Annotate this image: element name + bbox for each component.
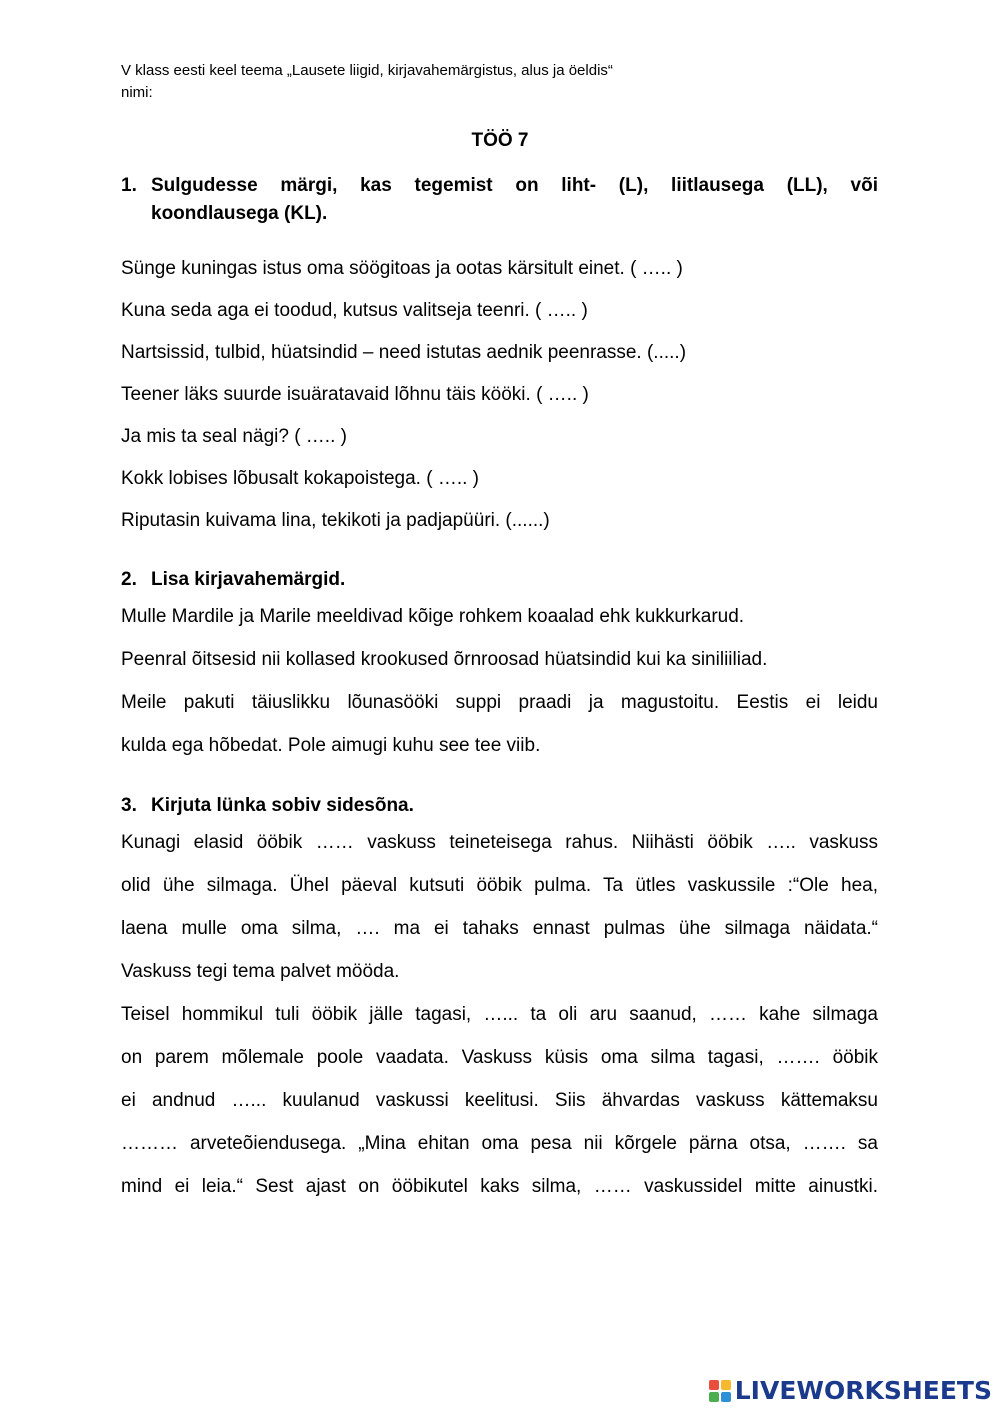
logo-square-icon (721, 1392, 731, 1402)
text-line[interactable]: ei andnud …... kuulanud vaskussi keelitusi. Siis ähvardas vaskuss kättemaksu (121, 1090, 878, 1111)
section-3-text (121, 830, 878, 1217)
liveworksheets-logo (709, 1376, 992, 1405)
sentence-item[interactable]: Sünge kuningas istus oma söögitoas ja ootas kärsitult einet. ( ….. ) (121, 258, 683, 279)
text-line[interactable]: kulda ega hõbedat. Pole aimugi kuhu see tee viib. (121, 735, 541, 756)
text-line[interactable]: laena mulle oma silma, …. ma ei tahaks ennast pulmas ühe silmaga näidata.“ (121, 918, 878, 939)
header-name-label: nimi: (121, 84, 153, 101)
section-1-number: 1. (121, 175, 137, 196)
text-line[interactable]: Teisel hommikul tuli ööbik jälle tagasi, …... ta oli aru saanud, …… kahe silmaga (121, 1004, 878, 1025)
text-line[interactable]: ……… arveteõiendusega. „Mina ehitan oma pesa nii kõrgele pärna otsa, ……. sa (121, 1133, 878, 1154)
logo-square-icon (721, 1380, 731, 1390)
section-1-heading-line-2: koondlausega (KL). (151, 203, 328, 224)
logo-text: LIVEWORKSHEETS (734, 1376, 992, 1405)
section-1-heading-line-1: Sulgudesse märgi, kas tegemist on liht- (L), liitlausega (LL), või (151, 175, 878, 196)
sentence-item[interactable]: Teener läks suurde isuäratavaid lõhnu täis kööki. ( ….. ) (121, 384, 589, 405)
text-line[interactable]: on parem mõlemale poole vaadata. Vaskuss küsis oma silma tagasi, ……. ööbik (121, 1047, 878, 1068)
text-line[interactable]: Peenral õitsesid nii kollased krookused õrnroosad hüatsindid kui ka siniliiliad. (121, 649, 768, 670)
section-3-heading (121, 792, 878, 820)
section-2-text (121, 604, 878, 776)
section-1-sentences (121, 256, 878, 550)
section-2-heading-text: Lisa kirjavahemärgid. (151, 569, 346, 590)
section-3-number: 3. (121, 795, 137, 816)
text-line[interactable]: Vaskuss tegi tema palvet mööda. (121, 961, 400, 982)
sentence-item[interactable]: Kokk lobises lõbusalt kokapoistega. ( ….. ) (121, 468, 480, 489)
sentence-item[interactable]: Ja mis ta seal nägi? ( ….. ) (121, 426, 347, 447)
text-line[interactable]: mind ei leia.“ Sest ajast on ööbikutel kaks silma, …… vaskussidel mitte ainustki. (121, 1176, 878, 1197)
text-line[interactable]: Kunagi elasid ööbik …… vaskuss teineteisega rahus. Niihästi ööbik ….. vaskuss (121, 832, 878, 853)
page-title: TÖÖ 7 (471, 130, 529, 151)
text-line[interactable]: Meile pakuti täiuslikku lõunasööki suppi praadi ja magustoitu. Eestis ei leidu (121, 692, 878, 713)
section-2-heading (121, 566, 878, 594)
text-line[interactable]: olid ühe silmaga. Ühel päeval kutsuti ööbik pulma. Ta ütles vaskussile :“Ole hea, (121, 875, 878, 896)
section-3-heading-text: Kirjuta lünka sobiv sidesõna. (151, 795, 414, 816)
section-3 (121, 792, 878, 1217)
logo-mark-icon (709, 1380, 731, 1402)
section-1-heading (121, 172, 878, 228)
header-topic: V klass eesti keel teema „Lausete liigid, kirjavahemärgistus, alus ja öeldis“ (121, 62, 613, 79)
section-2 (121, 566, 878, 776)
header (121, 60, 841, 104)
logo-square-icon (709, 1392, 719, 1402)
section-1 (121, 172, 878, 550)
sentence-item[interactable]: Riputasin kuivama lina, tekikoti ja padjapüüri. (......) (121, 510, 550, 531)
section-2-number: 2. (121, 569, 137, 590)
sentence-item[interactable]: Nartsissid, tulbid, hüatsindid – need istutas aednik peenrasse. (.....) (121, 342, 687, 363)
logo-square-icon (709, 1380, 719, 1390)
sentence-item[interactable]: Kuna seda aga ei toodud, kutsus valitseja teenri. ( ….. ) (121, 300, 588, 321)
text-line[interactable]: Mulle Mardile ja Marile meeldivad kõige rohkem koaalad ehk kukkurkarud. (121, 606, 745, 627)
